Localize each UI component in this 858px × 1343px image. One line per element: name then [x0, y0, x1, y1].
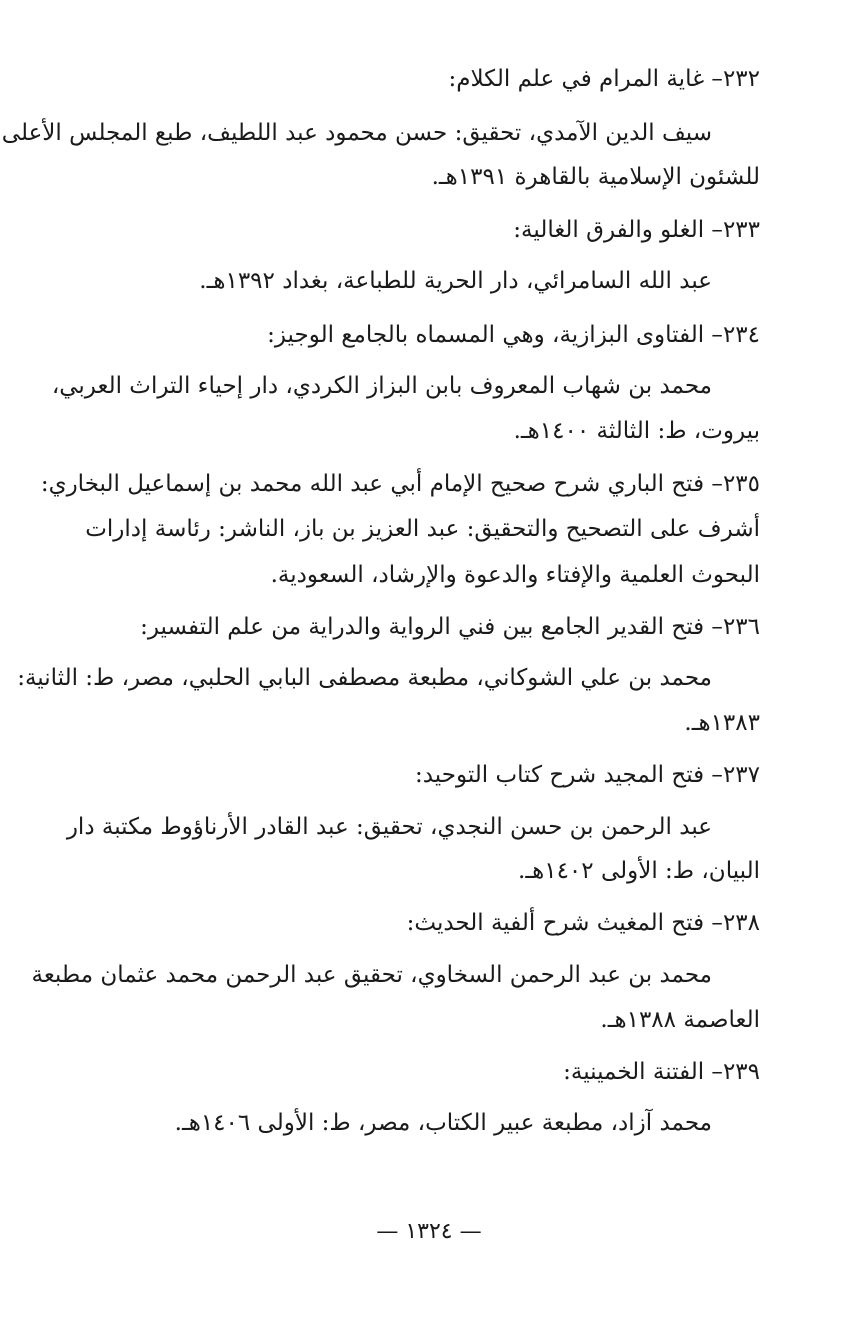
entry-heading: ٢٣٥– فتح الباري شرح صحيح الإمام أبي عبد الله محمد بن إسماعيل البخاري: — [40, 471, 760, 497]
entry-heading: ٢٣٤– الفتاوى البزازية، وهي المسماه بالجامع الوجيز: — [267, 322, 760, 348]
entry-body-line: محمد بن عبد الرحمن السخاوي، تحقيق عبد الرحمن محمد عثمان مطبعة — [31, 962, 712, 988]
page-number: — ١٣٢٤ — — [376, 1219, 482, 1244]
entry-heading: ٢٣٨– فتح المغيث شرح ألفية الحديث: — [406, 910, 760, 936]
entry-body-line: العاصمة ١٣٨٨هـ. — [600, 1007, 760, 1033]
entry-body-line: أشرف على التصحيح والتحقيق: عبد العزيز بن باز، الناشر: رئاسة إدارات — [85, 516, 760, 542]
entry-heading: ٢٣٢– غاية المرام في علم الكلام: — [448, 66, 760, 92]
entry-body-line: عبد الرحمن بن حسن النجدي، تحقيق: عبد القادر الأرناؤوط مكتبة دار — [66, 814, 712, 840]
entry-body-line: بيروت، ط: الثالثة ١٤٠٠هـ. — [513, 418, 760, 444]
entry-body-line: محمد آزاد، مطبعة عبير الكتاب، مصر، ط: الأولى ١٤٠٦هـ. — [174, 1110, 712, 1136]
entry-body-line: سيف الدين الآمدي، تحقيق: حسن محمود عبد اللطيف، طبع المجلس الأعلى — [1, 120, 712, 146]
entry-body-line: البيان، ط: الأولى ١٤٠٢هـ. — [518, 858, 760, 884]
entry-heading: ٢٣٣– الغلو والفرق الغالية: — [513, 217, 760, 243]
entry-body-line: البحوث العلمية والإفتاء والدعوة والإرشاد، السعودية. — [270, 562, 760, 588]
entry-body-line: ١٣٨٣هـ. — [684, 710, 760, 736]
entry-body-line: للشئون الإسلامية بالقاهرة ١٣٩١هـ. — [431, 164, 760, 190]
entry-heading: ٢٣٦– فتح القدير الجامع بين فني الرواية والدراية من علم التفسير: — [140, 614, 760, 640]
entry-heading: ٢٣٩– الفتنة الخمينية: — [563, 1059, 760, 1085]
entry-body-line: عبد الله السامرائي، دار الحرية للطباعة، بغداد ١٣٩٢هـ. — [199, 268, 712, 294]
entry-body-line: محمد بن علي الشوكاني، مطبعة مصطفى البابي الحلبي، مصر، ط: الثانية: — [17, 665, 712, 691]
entry-body-line: محمد بن شهاب المعروف بابن البزاز الكردي، دار إحياء التراث العربي، — [51, 373, 712, 399]
entry-heading: ٢٣٧– فتح المجيد شرح كتاب التوحيد: — [414, 762, 760, 788]
